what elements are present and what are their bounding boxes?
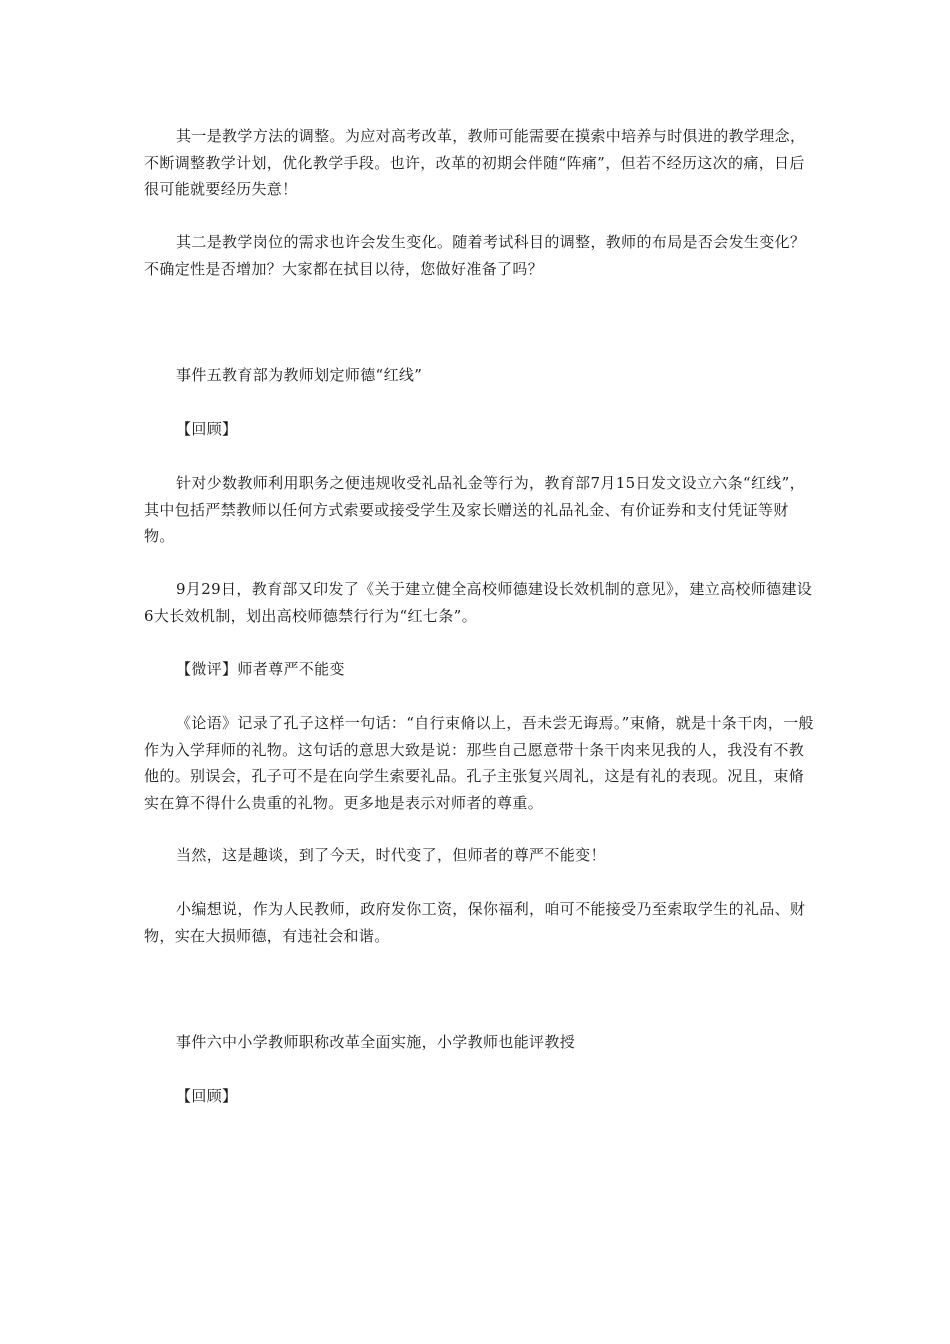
paragraph-teaching-method: 其一是教学方法的调整。为应对高考改革，教师可能需要在摸索中培养与时俱进的教学理念，不断调整教学计划，优化教学手段。也许，改革的初期会伴随“阵痛”，但若不经历这次的痛，日后很可能就要经历失意！	[144, 127, 806, 198]
paragraph-editor-note: 小编想说，作为人民教师，政府发你工资，保你福利，咱可不能接受乃至索取学生的礼品、财物，实在大损师德，有违社会和谐。	[144, 900, 806, 945]
label-review-event-five: 【回顾】	[176, 420, 238, 438]
label-comment-event-five: 【微评】师者尊严不能变	[176, 660, 345, 678]
label-review-event-six: 【回顾】	[176, 1087, 238, 1105]
heading-event-six: 事件六中小学教师职称改革全面实施，小学教师也能评教授	[176, 1033, 576, 1051]
paragraph-six-red-lines: 针对少数教师利用职务之便违规收受礼品礼金等行为，教育部7月15日发文设立六条“红线”，其中包括严禁教师以任何方式索要或接受学生及家长赠送的礼品礼金、有价证券和支付凭证等财物。	[144, 474, 806, 545]
paragraph-dignity: 当然，这是趣谈，到了今天，时代变了，但师者的尊严不能变！	[176, 846, 606, 864]
document-page	[144, 0, 814, 1344]
paragraph-analects: 《论语》记录了孔子这样一句话：“自行束脩以上，吾未尝无诲焉。”束脩，就是十条干肉，一般作为入学拜师的礼物。这句话的意思大致是说：那些自己愿意带十条干肉来见我的人，我没有不教他的。别误会，孔子可不是在向学生索要礼品。孔子主张复兴周礼，这是有礼的表现。况且，束脩实在算不得什么贵重的礼物。更多地是表示对师者的尊重。	[144, 714, 814, 812]
paragraph-teaching-position: 其二是教学岗位的需求也许会发生变化。随着考试科目的调整，教师的布局是否会发生变化？不确定性是否增加？大家都在拭目以待，您做好准备了吗？	[144, 233, 806, 278]
heading-event-five: 事件五教育部为教师划定师德“红线”	[176, 366, 423, 384]
paragraph-red-seven: 9月29日，教育部又印发了《关于建立健全高校师德建设长效机制的意见》，建立高校师德建设6大长效机制，划出高校师德禁行行为“红七条”。	[144, 580, 813, 625]
